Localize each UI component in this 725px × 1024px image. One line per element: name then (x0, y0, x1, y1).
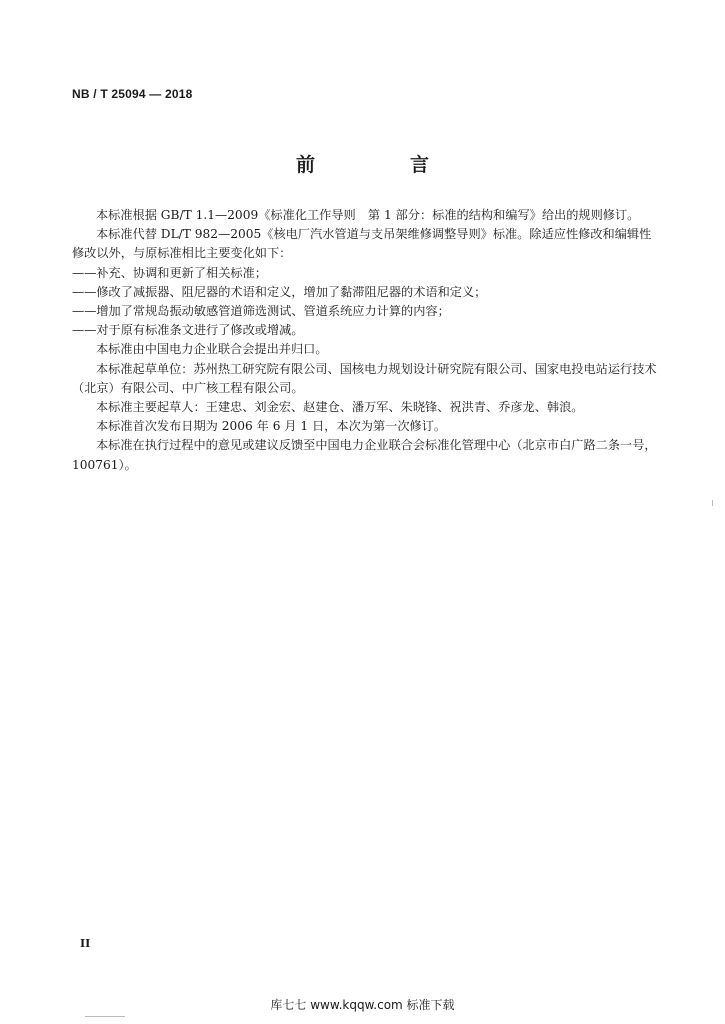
standard-code: NB / T 25094 — 2018 (72, 87, 193, 101)
paragraph: 本标准根据 GB/T 1.1—2009《标准化工作导则 第 1 部分：标准的结构和编写》给出的规则修订。 (96, 208, 640, 222)
scan-artifact (712, 500, 713, 506)
change-item: ——修改了减振器、阻尼器的术语和定义，增加了黏滞阻尼器的术语和定义； (72, 284, 487, 299)
change-item: ——补充、协调和更新了相关标准； (72, 265, 267, 280)
paragraph: 本标准代替 DL/T 982—2005《核电厂汽水管道与支吊架维修调整导则》标准。除适应性修改和编辑性修改以外，与原标准相比主要变化如下： (72, 227, 652, 261)
scan-artifact (85, 1016, 125, 1017)
page-number: II (80, 937, 91, 950)
foreword-body (72, 206, 660, 475)
page-title: 前 言 (295, 154, 467, 176)
paragraph: 本标准首次发布日期为 2006 年 6 月 1 日，本次为第一次修订。 (96, 419, 447, 434)
change-item: ——增加了常规岛振动敏感管道筛选测试、管道系统应力计算的内容； (72, 304, 450, 319)
change-item: ——对于原有标准条文进行了修改或增减。 (72, 323, 304, 338)
paragraph: 本标准在执行过程中的意见或建议反馈至中国电力企业联合会标准化管理中心（北京市白广路二条一号，100761）。 (72, 438, 657, 472)
footer-watermark: 库七七 www.kqqw.com 标准下载 (270, 998, 455, 1012)
paragraph: 本标准由中国电力企业联合会提出并归口。 (96, 342, 328, 357)
paragraph: 本标准主要起草人：王建忠、刘金宏、赵建仓、潘万军、朱晓锋、祝洪青、乔彦龙、韩浪。 (96, 400, 584, 415)
paragraph: 本标准起草单位：苏州热工研究院有限公司、国核电力规划设计研究院有限公司、国家电投电站运行技术（北京）有限公司、中广核工程有限公司。 (72, 361, 657, 395)
